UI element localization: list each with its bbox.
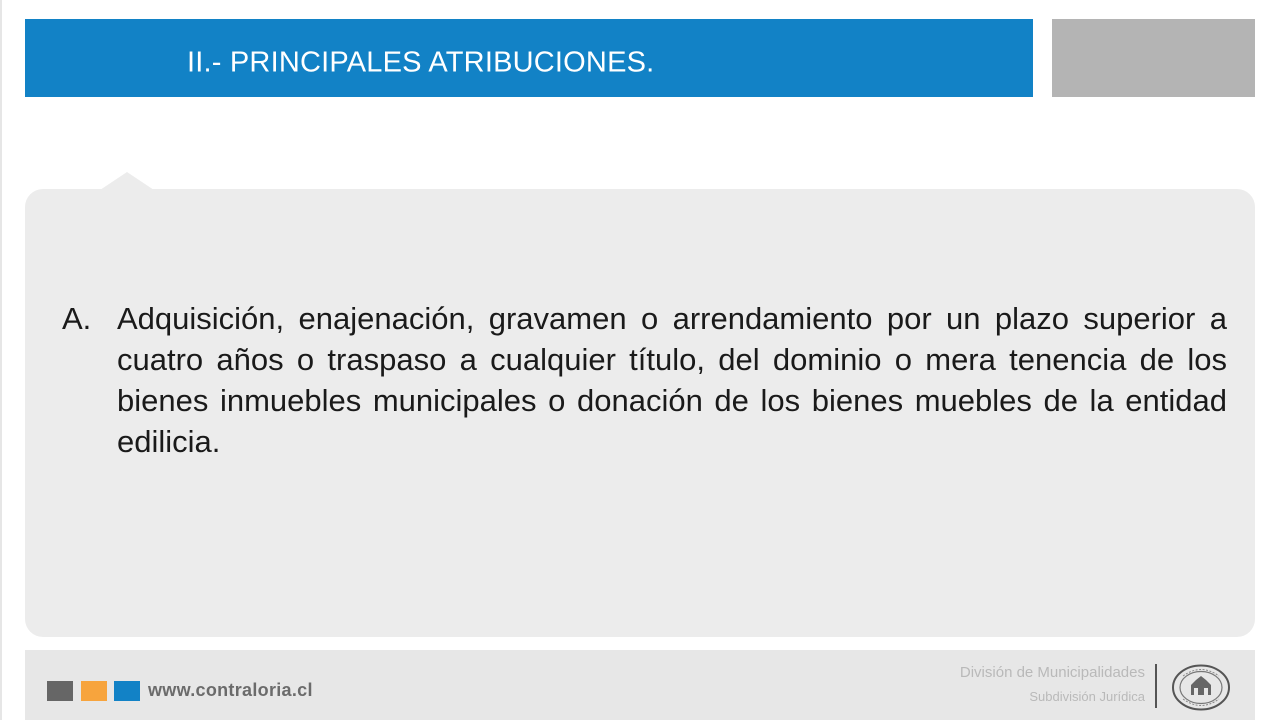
contraloria-seal-icon xyxy=(1171,664,1231,711)
list-item-marker: A. xyxy=(62,301,92,336)
slide-title: II.- PRINCIPALES ATRIBUCIONES. xyxy=(187,46,655,79)
footer-square-gray xyxy=(47,681,73,701)
footer-division-label: División de Municipalidades xyxy=(959,664,1145,681)
list-item-text: Adquisición, enajenación, gravamen o arrendamiento por un plazo superior a cuatro años o traspaso a cualquier título, del dominio o mera tenencia de los bienes inmuebles municipales o donación de los bienes muebles de la entidad edilicia. xyxy=(117,301,1227,459)
footer xyxy=(25,650,1255,720)
slide-left-edge xyxy=(0,0,2,720)
footer-subdivision-label: Subdivisión Jurídica xyxy=(1029,689,1145,704)
footer-square-orange xyxy=(81,681,107,701)
content-box-notch xyxy=(100,172,154,190)
footer-divider xyxy=(1155,664,1157,708)
header-gray-block xyxy=(1052,19,1255,97)
footer-square-blue xyxy=(114,681,140,701)
footer-url-link[interactable]: www.contraloria.cl xyxy=(148,680,313,700)
list-item xyxy=(62,298,1227,462)
title-bar xyxy=(25,19,1033,97)
